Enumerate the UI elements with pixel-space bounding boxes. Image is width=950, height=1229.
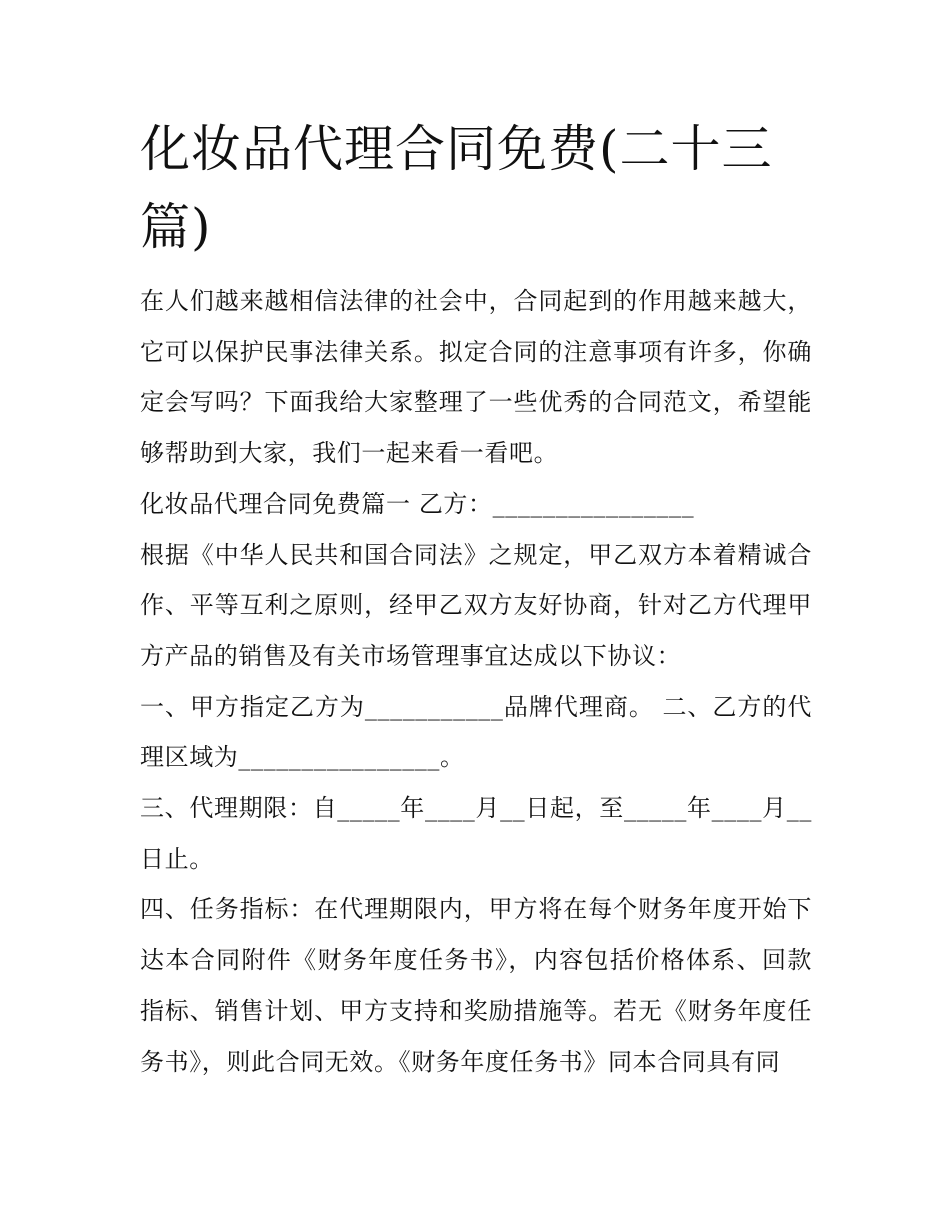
intro-paragraph: 在人们越来越相信法律的社会中，合同起到的作用越来越大，它可以保护民事法律关系。拟定合同的注意事项有许多，你确定会写吗？下面我给大家整理了一些优秀的合同范文，希望能够帮助到大家，我们一起来看一看吧。 bbox=[140, 287, 812, 468]
document-body bbox=[140, 276, 812, 1087]
preamble-paragraph: 根据《中华人民共和国合同法》之规定，甲乙双方本着精诚合作、平等互利之原则，经甲乙双方友好协商，针对乙方代理甲方产品的销售及有关市场管理事宜达成以下协议： bbox=[140, 540, 812, 670]
clause-3-term: 三、代理期限：自_____年____月__日起，至_____年____月__日止。 bbox=[140, 794, 812, 873]
clause-1-2: 一、甲方指定乙方为___________品牌代理商。 二、乙方的代理区域为________________。 bbox=[140, 692, 812, 772]
clause-4-targets: 四、任务指标：在代理期限内，甲方将在每个财务年度开始下达本合同附件《财务年度任务书》，内容包括价格体系、回款指标、销售计划、甲方支持和奖励措施等。若无《财务年度任务书》，则此合同无效。《财务年度任务书》同本合同具有同 bbox=[140, 895, 812, 1076]
section-heading-party-b: 化妆品代理合同免费篇一 乙方：________________ bbox=[140, 489, 695, 518]
document-title: 化妆品代理合同免费(二十三篇) bbox=[140, 120, 773, 256]
